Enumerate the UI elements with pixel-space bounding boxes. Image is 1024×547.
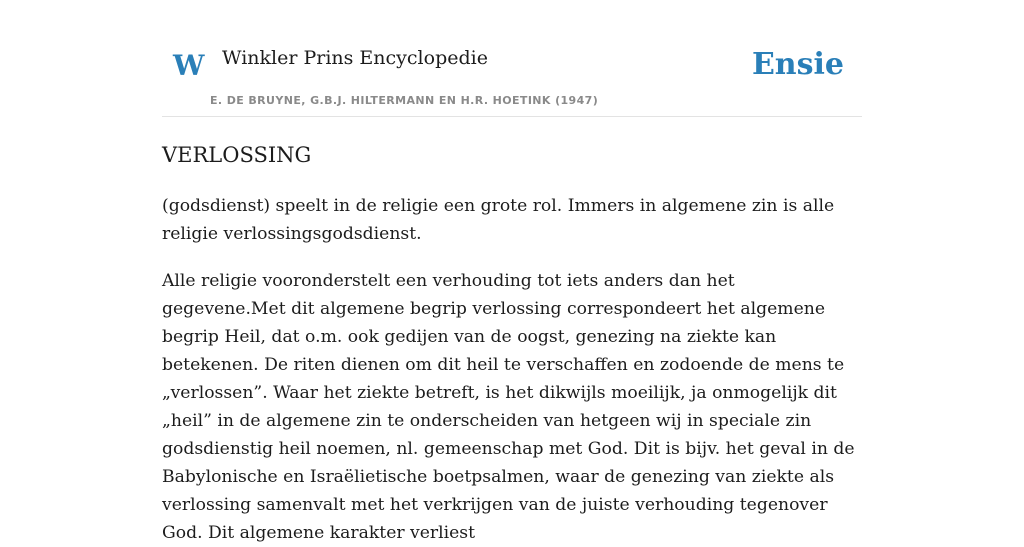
winkler-prins-logo[interactable]: W bbox=[173, 49, 205, 82]
article-body bbox=[162, 140, 862, 547]
ensie-logo-link[interactable]: Ensie bbox=[751, 47, 844, 82]
site-header bbox=[162, 0, 862, 117]
entry-title: VERLOSSING bbox=[162, 143, 312, 167]
article-paragraph: (godsdienst) speelt in de religie een grote rol. Immers in algemene zin is alle religie verlossingsgodsdienst. bbox=[162, 196, 835, 244]
authors-byline: E. DE BRUYNE, G.B.J. HILTERMANN EN H.R. HOETINK (1947) bbox=[210, 94, 599, 107]
article-paragraph: Alle religie vooronderstelt een verhouding tot iets anders dan het gegevene.Met dit algemene begrip verlossing correspondeert het algemene begrip Heil, dat o.m. ook gedijen van de oogst, genezing na ziekte kan betekenen. De riten dienen om dit heil te verschaffen en zodoende de mens te „verlossen”. Waar het ziekte betreft, is het dikwijls moeilijk, ja onmogelijk dit „heil” in de algemene zin te onderscheiden van hetgeen wij in speciale zin godsdienstig heil noemen, nl. gemeenschap met God. Dit is bijv. het geval in de Babylonische en Israëlietische boetpsalmen, waar de genezing van ziekte als verlossing samenvalt met het verkrijgen van de juiste verhouding tegenover God. Dit algemene karakter verliest bbox=[162, 271, 855, 543]
encyclopedia-title: Winkler Prins Encyclopedie bbox=[222, 47, 488, 69]
